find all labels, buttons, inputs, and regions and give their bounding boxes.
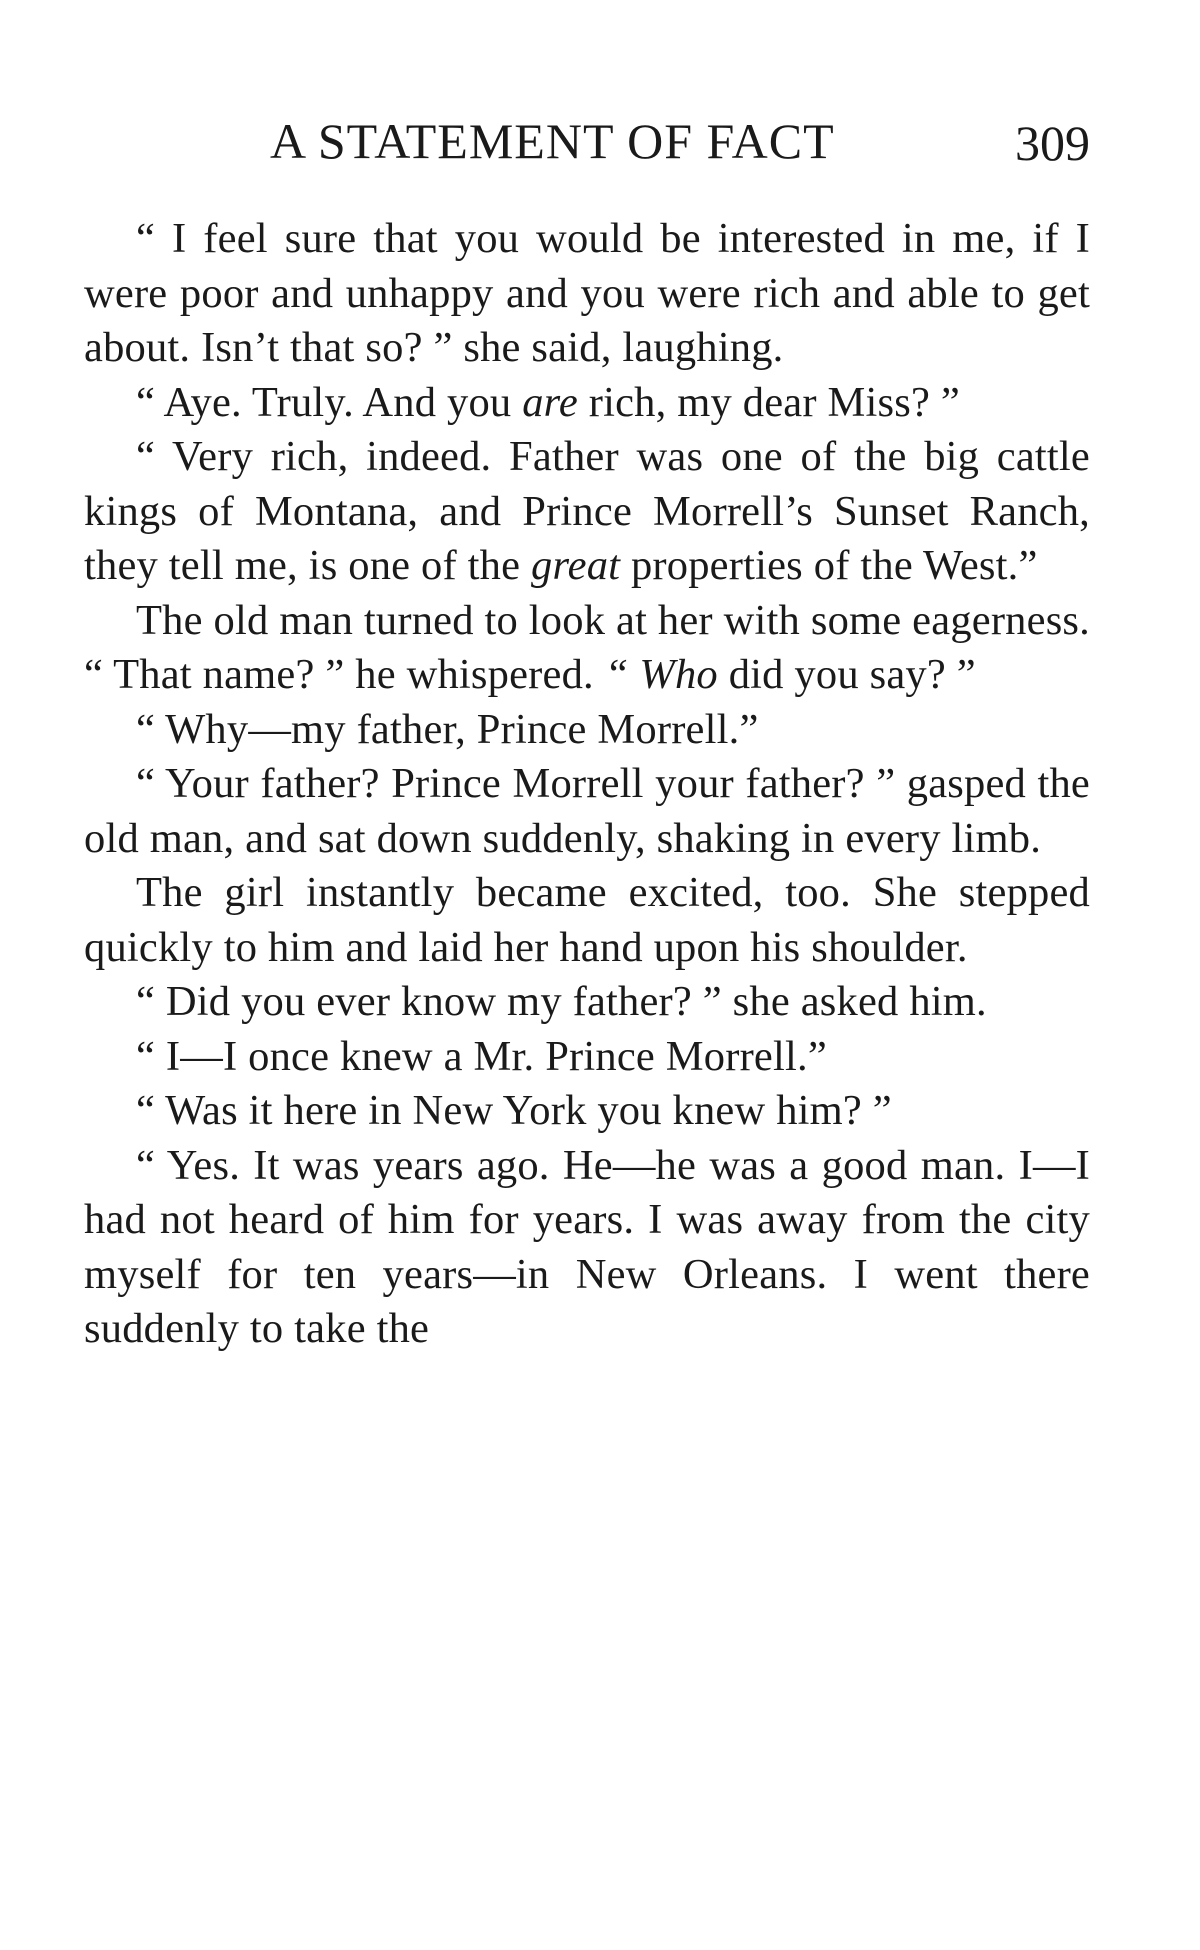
italic-text: “ Who xyxy=(604,651,718,698)
text-run: “ I feel sure that you would be interested in me, if I were poor and unhappy and you were rich and able to get about. Isn’t that so? ” she said, laughing. xyxy=(84,215,1090,371)
paragraph xyxy=(84,1030,1090,1085)
text-run: “ Very rich, indeed. Father was one of the big cattle kings of Montana, and Prince Morrell’s Sunset Ranch, they tell me, is one of the xyxy=(84,433,1090,589)
text-run: The girl instantly became excited, too. She stepped quickly to him and laid her hand upon his shoulder. xyxy=(84,869,1090,971)
text-run: properties of the West.” xyxy=(620,542,1038,589)
paragraph xyxy=(84,376,1090,431)
paragraph xyxy=(84,866,1090,975)
paragraph xyxy=(84,703,1090,758)
text-run: “ Aye. Truly. And you xyxy=(136,378,523,426)
text-run: “ Why—my father, Prince Morrell.” xyxy=(136,705,759,753)
paragraph xyxy=(84,975,1090,1030)
text-run: “ Did you ever know my father? ” she asked him. xyxy=(136,978,987,1025)
text-run: rich, my dear Miss? ” xyxy=(577,378,960,426)
running-head xyxy=(84,112,1090,182)
paragraph xyxy=(84,594,1090,703)
paragraph xyxy=(84,757,1090,866)
text-run: did you say? ” xyxy=(717,651,976,698)
text-run: The old man turned to look at her with some eagerness. “ That name? ” he whispered. xyxy=(84,596,1090,698)
page-number: 309 xyxy=(1015,115,1090,171)
text-run: “ I—I once knew a Mr. Prince Morrell.” xyxy=(136,1032,827,1080)
paragraph xyxy=(84,1139,1090,1357)
italic-text: great xyxy=(531,542,621,589)
text-run: “ Your father? Prince Morrell your father? ” gasped the old man, and sat down suddenly, shaking in every limb. xyxy=(84,760,1090,862)
text-run: “ Yes. It was years ago. He—he was a good man. I—I had not heard of him for years. I was away from the city myself for ten years—in New Orleans. I went there suddenly to take the xyxy=(84,1141,1090,1352)
running-title: A STATEMENT OF FACT xyxy=(270,113,835,169)
paragraph xyxy=(84,212,1090,376)
paragraph xyxy=(84,430,1090,594)
italic-text: are xyxy=(522,378,578,426)
body-text xyxy=(84,212,1090,1357)
text-run: “ Was it here in New York you knew him? ” xyxy=(136,1087,892,1134)
paragraph xyxy=(84,1084,1090,1139)
